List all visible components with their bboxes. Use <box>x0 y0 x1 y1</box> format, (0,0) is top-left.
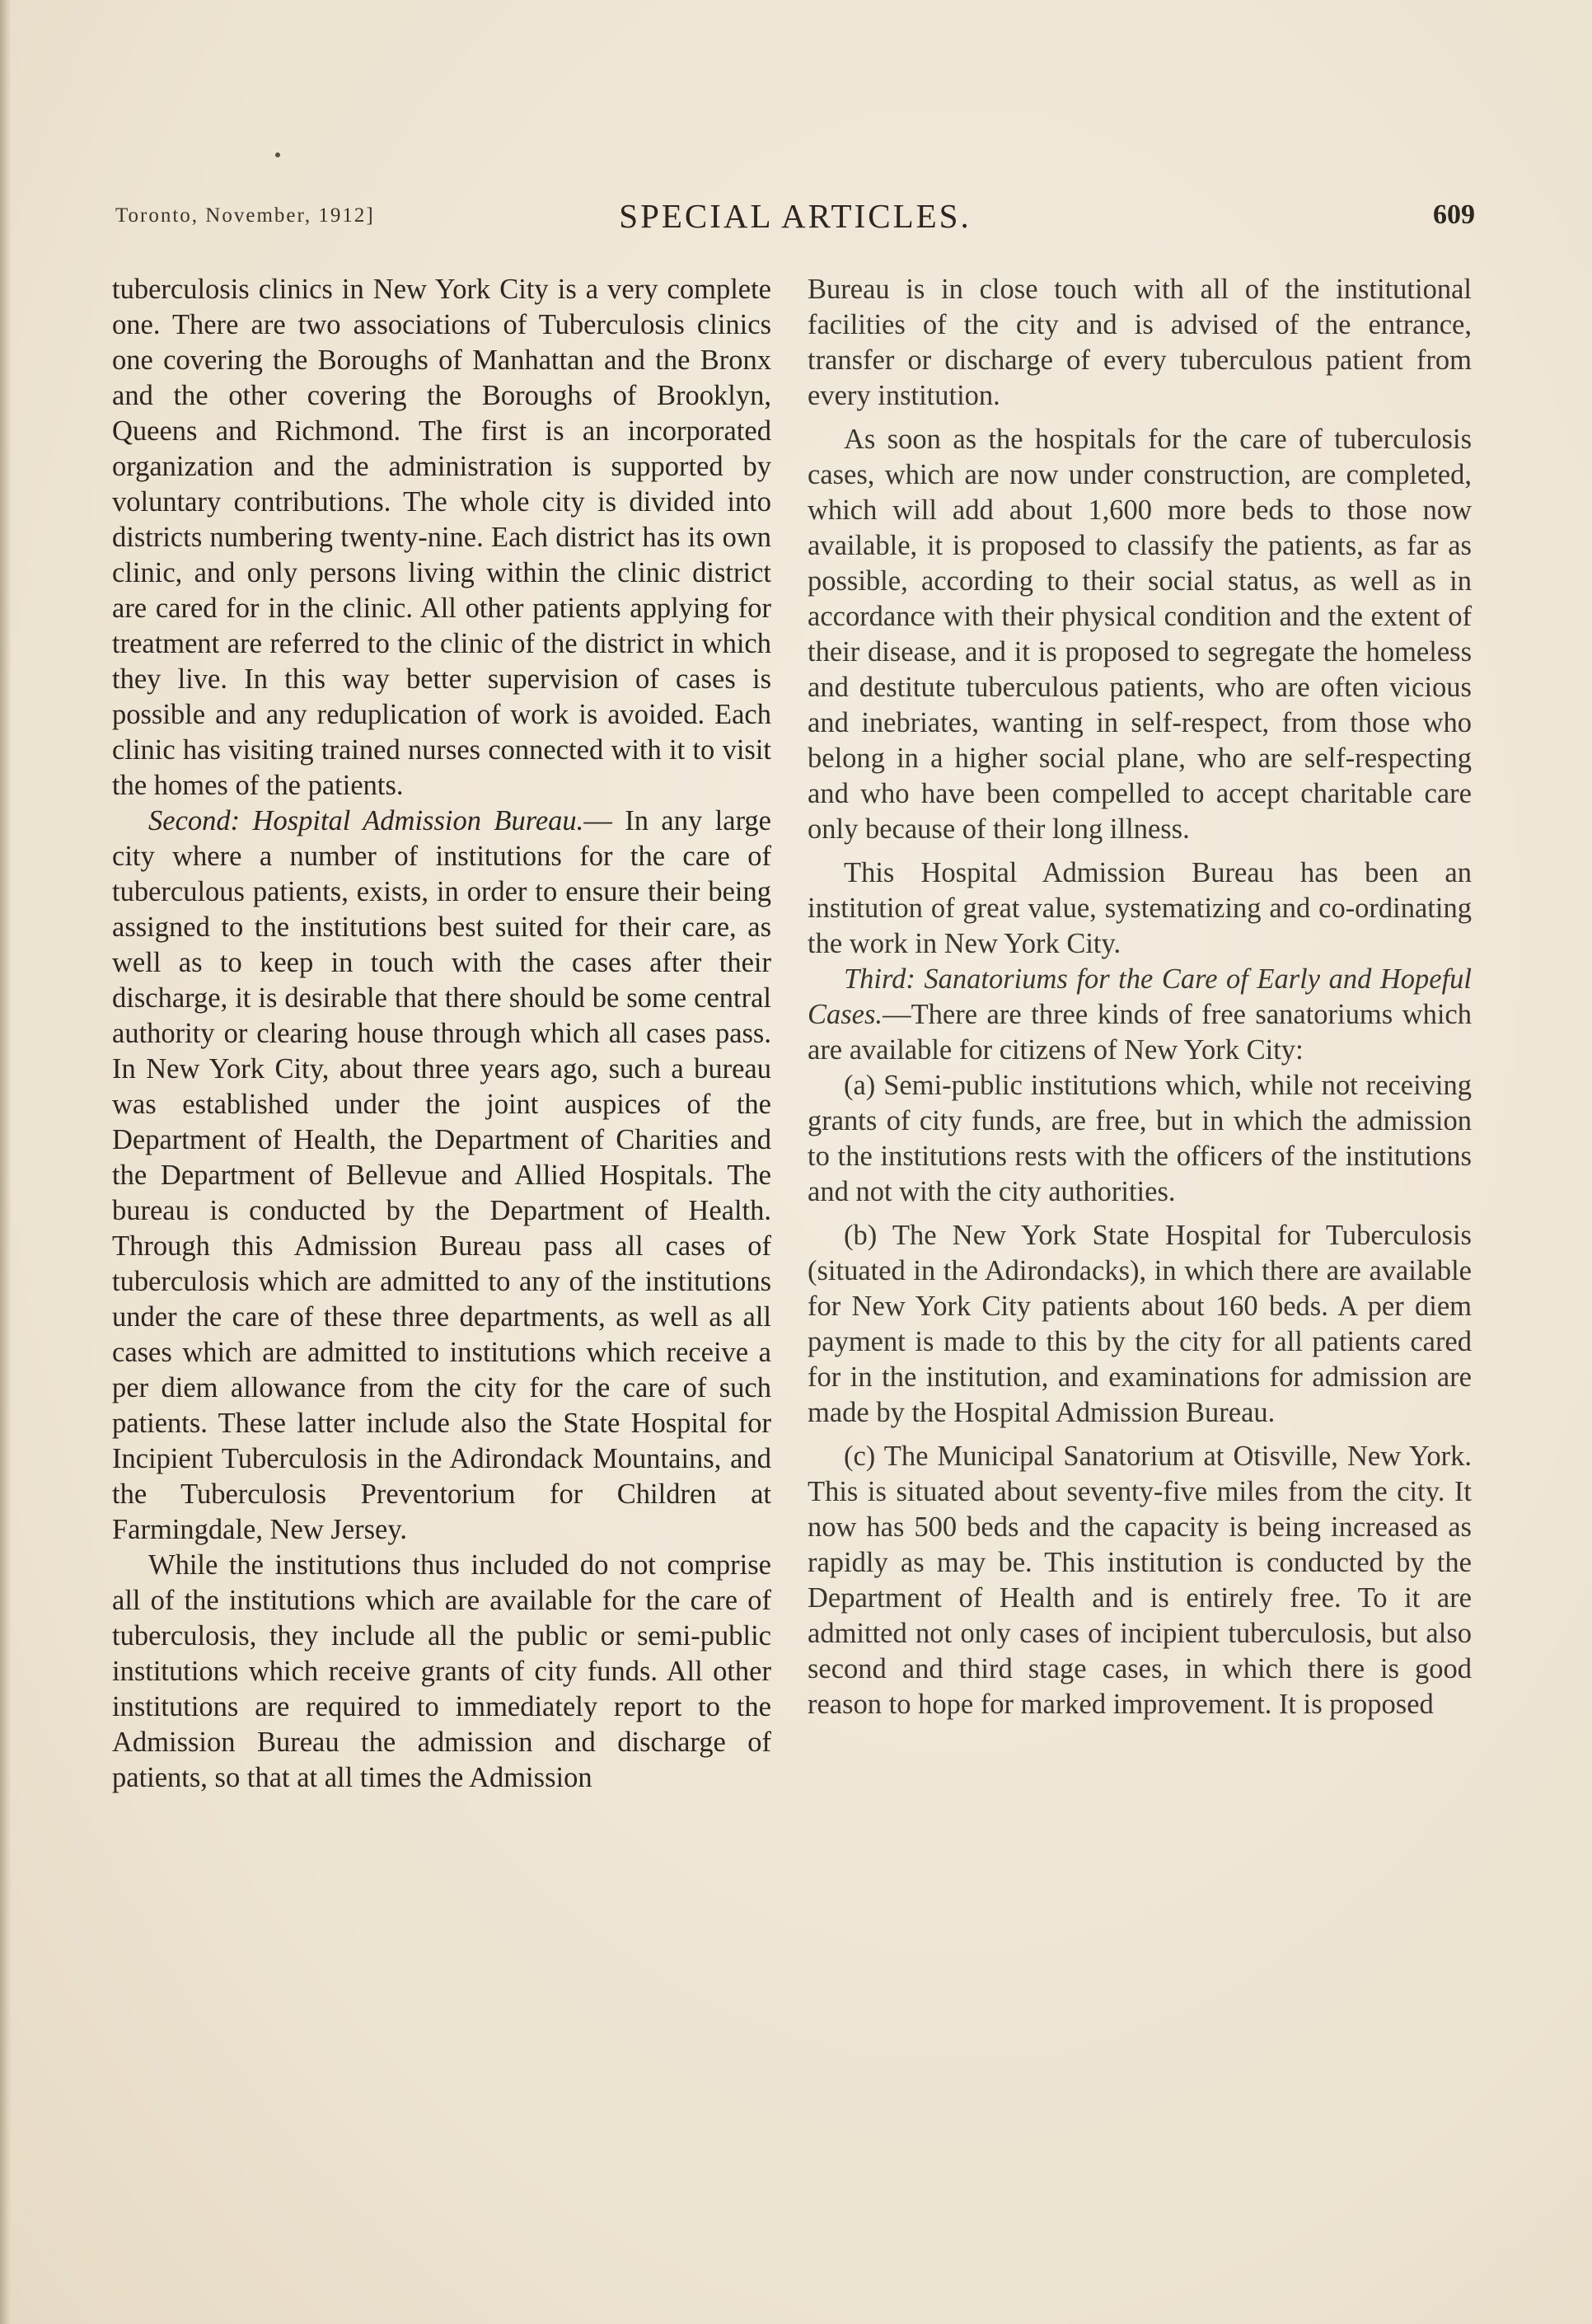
right-paragraph-6: (b) The New York State Hospital for Tuberculosis (situated in the Adirondacks), in which there are available for New York City patients about 160 beds. A per diem payment is made to this by the city for all patients cared for in the institution, and examinations for admission are made by the Hospital Admission Bureau. <box>808 1220 1472 1428</box>
section-heading-second: Second: Hospital Admission Bureau. <box>148 805 584 836</box>
right-paragraph-1: Bureau is in close touch with all of the institutional facilities of the city and is advised of the entrance, transfer or discharge of every tuberculous patient from every institution. <box>808 274 1472 411</box>
left-column <box>112 272 771 2275</box>
section-heading-third: Third: Sanatoriums for the Care of Early and Hopeful Cases. <box>808 963 1472 1030</box>
left-paragraph-2-body: In any large city where a number of institutions for the care of tuberculous patients, exists, in order to ensure their being assigned to the institutions best suited for their care, as well as to keep in touch with the cases after their discharge, it is desirable that there should be some central authority or clearing house through which all cases pass. In New York City, about three years ago, such a bureau was established under the joint auspices of the Department of Health, the Department of Charities and the Department of Bellevue and Allied Hospitals. The bureau is conducted by the Department of Health. Through this Admission Bureau pass all cases of tuberculosis which are admitted to any of the institutions under the care of these three departments, as well as all cases which are admitted to institutions which receive a per diem allowance from the city for the care of such patients. These latter include also the State Hospital for Incipient Tuberculosis in the Adirondack Mountains, and the Tuberculosis Preventorium for Children at Farmingdale, New Jersey. <box>112 805 771 1545</box>
right-paragraph-4-body: —There are three kinds of free sanatoriums which are available for citizens of New York City: <box>808 999 1472 1066</box>
right-column <box>808 272 1472 2275</box>
left-paragraph-1: tuberculosis clinics in New York City is a very complete one. There are two associations of Tuberculosis clinics one covering the Boroughs of Manhattan and the Bronx and the other covering the Boroughs of Brooklyn, Queens and Richmond. The first is an incorporated organization and the administration is supported by voluntary contributions. The whole city is divided into districts numbering twenty-nine. Each district has its own clinic, and only persons living within the clinic district are cared for in the clinic. All other patients applying for treatment are referred to the clinic of the district in which they live. In this way better supervision of cases is possible and any reduplication of work is avoided. Each clinic has visiting trained nurses connected with it to visit the homes of the patients. <box>112 274 771 801</box>
page-binding-shadow <box>0 0 12 2324</box>
right-paragraph-3: This Hospital Admission Bureau has been an institution of great value, systematizing and co-ordinating the work in New York City. <box>808 857 1472 959</box>
left-paragraph-3: While the institutions thus included do not comprise all of the institutions which are available for the care of tuberculosis, they include all the public or semi-public institutions which receive grants of city funds. All other institutions are required to immediately report to the Admission Bureau the admission and discharge of patients, so that at all times the Admission <box>112 1549 771 1793</box>
page-number: 609 <box>1433 199 1475 230</box>
running-head <box>115 196 1475 246</box>
running-head-title: SPECIAL ARTICLES. <box>619 197 972 235</box>
right-paragraph-7: (c) The Municipal Sanatorium at Otisville, New York. This is situated about seventy-five miles from the city. It now has 500 beds and the capacity is being increased as rapidly as may be. This institution is conducted by the Department of Health and is entirely free. To it are admitted not only cases of incipient tuberculosis, but also second and third stage cases, in which there is good reason to hope for marked improvement. It is proposed <box>808 1441 1472 1720</box>
right-paragraph-5: (a) Semi-public institutions which, while not receiving grants of city funds, are free, but in which the admission to the institutions rests with the officers of the institutions and not with the city authorities. <box>808 1070 1472 1207</box>
ink-speck <box>275 152 280 157</box>
left-paragraph-2 <box>112 804 771 1548</box>
heading-dash: — <box>583 805 612 836</box>
right-paragraph-2: As soon as the hospitals for the care of tuberculosis cases, which are now under construction, are completed, which will add about 1,600 more beds to those now available, it is proposed to classify the patients, as far as possible, according to their social status, as well as in accordance with their physical condition and the extent of their disease, and it is proposed to segregate the homeless and destitute tuberculous patients, who are often vicious and inebriates, wanting in self-respect, from those who belong in a higher social plane, who are self-respecting and who have been compelled to accept charitable care only because of their long illness. <box>808 424 1472 845</box>
right-paragraph-4 <box>808 962 1472 1068</box>
running-head-date: Toronto, November, 1912] <box>115 204 375 227</box>
